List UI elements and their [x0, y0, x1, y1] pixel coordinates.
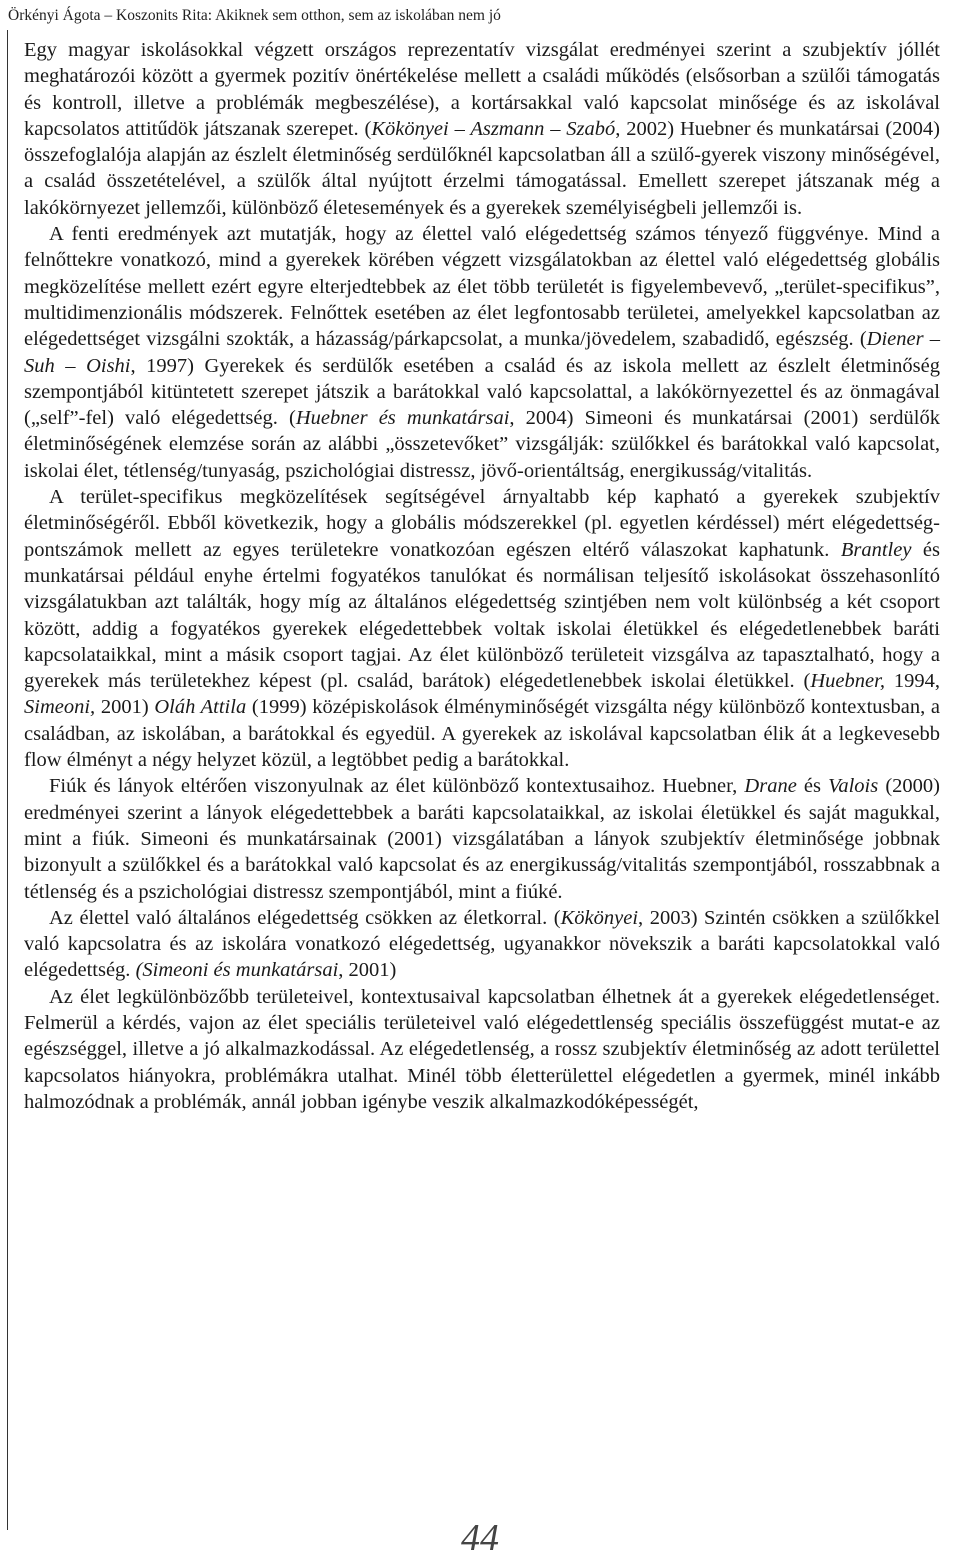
paragraph [24, 221, 940, 484]
italic-citation: Huebner, [810, 670, 885, 693]
paragraph [24, 773, 940, 904]
paragraph [24, 984, 940, 1115]
margin-rule [7, 30, 8, 1530]
italic-citation: Oláh Attila [154, 696, 247, 719]
italic-citation: Huebner és munkatársai [295, 407, 510, 430]
body-text [24, 37, 940, 1115]
italic-citation: Brantley [840, 538, 912, 561]
text-run: Egy magyar iskolásokkal végzett országos reprezentatív vizsgálat eredményei szerint a szubjektív jóllét meghatározói között a gyermek pozitív önértékelése mellett a családi működés (elsősorban a szülői támogatás és kontroll, illetve a problémák megbeszélése), a kortársakkal való kapcsolat minősége és az iskolával kapcsolatos attitűdök játszanak szerepet. ( [24, 39, 940, 140]
text-run: Az élettel való általános elégedettség csökken az életkorral. ( [49, 906, 561, 929]
page-number: 44 [461, 1517, 499, 1559]
text-run: A fenti eredmények azt mutatják, hogy az élettel való elégedettség számos tényező függvénye. Mind a felnőttekre vonatkozó, mind a gyerekek körében végzett vizsgálatokban az élettel való elégedettség globális megközelítése mellett ezért egyre elterjedtebbek az élet több területét is figyelembevevő, „terület-specifikus”, multidimenzionális módszerek. Felnőttek esetében az élet legfontosabb területei, amelyekkel kapcsolatban az elégedettséget vizsgálni szokták, a házasság/párkapcsolat, a munka/jövedelem, szabadidő, egészség. ( [24, 223, 940, 351]
paragraph [24, 484, 940, 773]
paragraph [24, 37, 940, 221]
text-run: 1994, [884, 670, 941, 693]
italic-citation: Drane [744, 775, 797, 798]
text-run: , 2002) Huebner és munkatársai (2004) összefoglalója alapján az észlelt életminőség serdülőknél kapcsolatban áll a szülő-gyerek viszony minőségével, a család összetételével, a szülők által nyújtott érzelmi támogatással. Emellett szerepet játszanak még a lakókörnyezet jellemzői, különböző életesemények és a gyerekek személyiségbeli jellemzői is. [24, 117, 940, 219]
text-run: , 2003) Szintén csökken a szülőkkel való kapcsolatra és az iskolára vonatkozó elégedettség, ugyanakkor növekszik a baráti kapcsolatokkal való elégedettség. [24, 906, 940, 982]
text-run: (1999) középiskolások élményminőségét vizsgálta négy különböző kontextusban, a családban, az iskolában, a barátokkal és egyedül. A gyerekek az iskolával kapcsolatban élik át a legkevesebb flow élményt a négy helyzet közül, a legtöbbet pedig a barátokkal. [24, 696, 940, 772]
text-run: 2001) [95, 696, 155, 719]
text-run: és munkatársai például enyhe értelmi fogyatékos tanulókat és normálisan teljesítő iskolásokat összehasonlító vizsgálatukban azt találták, hogy míg az általános elégedettség szintjében nem volt különbség a két csoport között, addig a fogyatékos gyerekek elégedettebbek voltak iskolai életükkel és elégedetlenebbek baráti kapcsolataikkal, mint a másik csoport tagjai. Az élet különböző területeit vizsgálva az tapasztalható, hogy a gyerekek más területekhez képest (pl. család, barátok) elégedetlenebbek iskolai életükkel. ( [24, 538, 940, 693]
italic-citation: Kökönyei – Aszmann – Szabó [371, 117, 616, 140]
text-run: A terület-specifikus megközelítések segítségével árnyaltabb kép kapható a gyerekek szubjektív életminőségéről. Ebből következik, hogy a globális módszerekkel (pl. egyetlen kérdéssel) mért elégedettség-pontszámok mellett az egyes területekre vonatkozóan egészen eltérő válaszokat kaphatunk. [24, 486, 940, 561]
text-run: (2000) eredményei szerint a lányok elégedettebbek a baráti kapcsolataikkal, az iskolai életükkel és saját magukkal, mint a fiúk. Simeoni és munkatársainak (2001) vizsgálatában a lányok szubjektív életminősége jobbnak bizonyult a szülőkkel és a barátokkal való kapcsolat és az energikusság/vitalitás szempontjából, rosszabbnak a tétlenség és a pszichológiai distressz szempontjából, mint a fiúké. [24, 775, 941, 903]
running-header: Örkényi Ágota – Koszonits Rita: Akiknek sem otthon, sem az iskolában nem jó [8, 7, 501, 24]
text-run: , 2004) Simeoni és munkatársai (2001) serdülők életminőségének elemzése során az alábbi „összetevőket” vizsgálják: szülőkkel és barátokkal való kapcsolat, iskolai élet, tétlenség/tunyaság, pszichológiai distressz, jövő-orientáltság, energikusság/vitalitás. [24, 407, 941, 482]
paragraph [24, 905, 940, 984]
text-run: és [796, 775, 829, 798]
text-run: Az élet legkülönbözőbb területeivel, kontextusaival kapcsolatban élhetnek át a gyerekek elégedetlenséget. Felmerül a kérdés, vajon az élet speciális területeivel való elégedettlenség speciális összefüggést mutat-e az egészséggel, illetve a jó alkalmazkodással. Az elégedetlenség, a rossz szubjektív életminőség az adott területtel kapcsolatos hiányokra, problémákra utalhat. Minél több életterülettel elégedetlen a gyermek, minél inkább halmozódnak a problémák, annál jobban igénybe veszik alkalmazkodóképességét, [24, 985, 940, 1113]
italic-citation: (Simeoni és munkatársai [135, 959, 339, 982]
italic-citation: Simeoni, [24, 696, 96, 719]
text-run: , 1997) Gyerekek és serdülők esetében a család és az iskola mellett az észlelt életminőség szempontjából kitüntetett szerepet játszik a barátokkal való kapcsolattal, a lakókörnyezettel és az önmagával („self”-fel) való elégedettség. ( [24, 354, 940, 430]
text-run: , 2001) [338, 959, 397, 982]
text-run: Fiúk és lányok eltérően viszonyulnak az élet különböző kontextusaihoz. Huebner, [49, 775, 745, 798]
italic-citation: Diener – Suh – Oishi [24, 328, 940, 377]
italic-citation: Valois [828, 775, 879, 798]
italic-citation: Kökönyei [560, 906, 639, 929]
